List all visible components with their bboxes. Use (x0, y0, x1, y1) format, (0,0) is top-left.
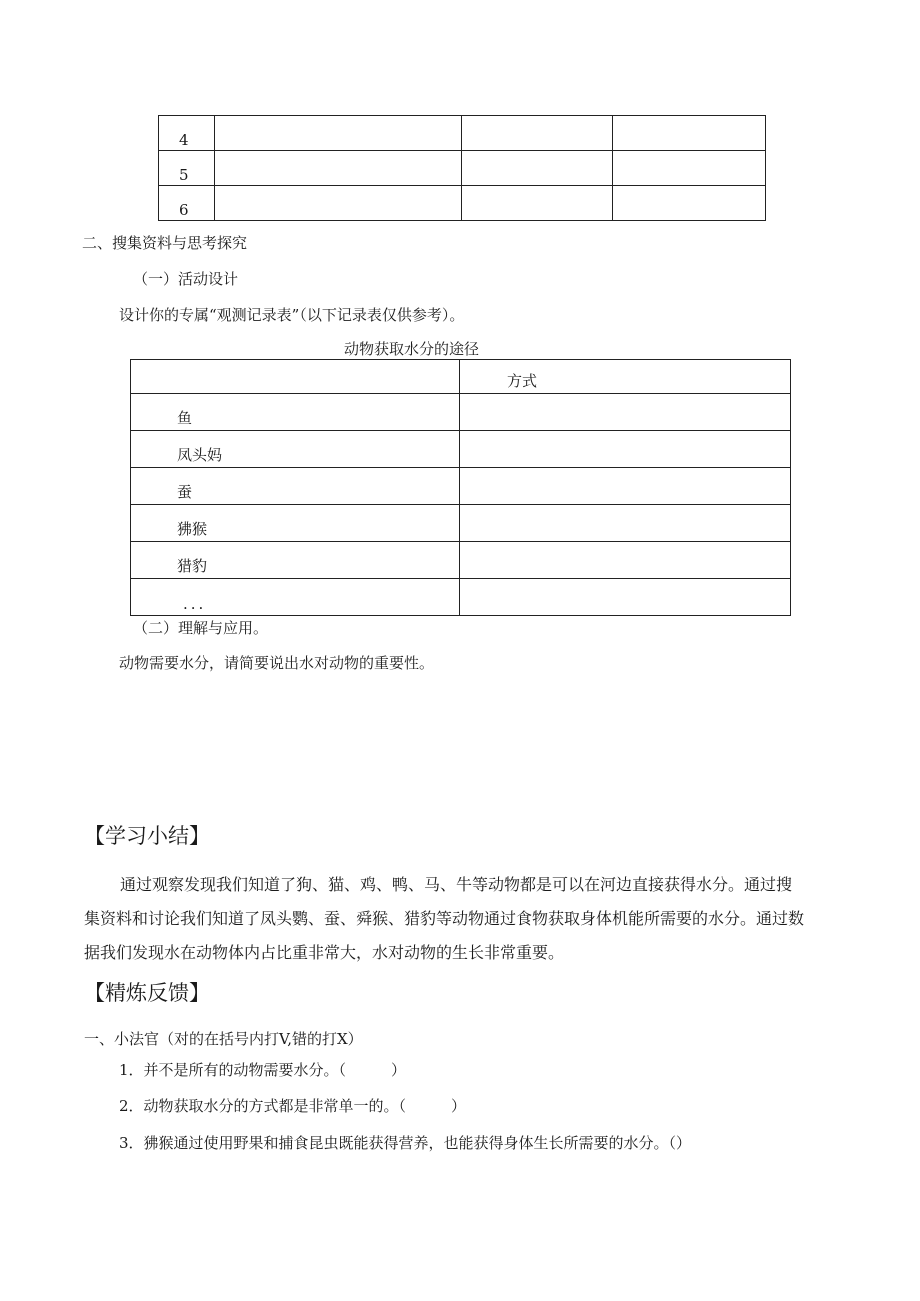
table-row (131, 394, 791, 431)
method-cell (460, 394, 791, 431)
table-row (131, 542, 791, 579)
table-cell (215, 116, 462, 151)
feedback-title: 【精炼反馈】 (84, 981, 210, 1005)
table-cell (462, 116, 613, 151)
table-row (159, 151, 766, 186)
table-row (131, 468, 791, 505)
table-cell (613, 151, 766, 186)
header-cell-animal (131, 360, 460, 394)
activity-heading: （一）活动设计 (133, 270, 239, 288)
apply-question: 动物需要水分，请简要说出水对动物的重要性。 (119, 654, 435, 672)
animal-cell: 猎豹 (131, 542, 460, 579)
method-cell (460, 431, 791, 468)
summary-line: 通过观察发现我们知道了狗、猫、鸡、鸭、马、牛等动物都是可以在河边直接获得水分。通过搜 (120, 875, 793, 894)
instruction-text: 设计你的专属“观测记录表”（以下记录表仅供参考）。 (119, 306, 465, 324)
table-row (159, 186, 766, 221)
observation-table-continued (158, 115, 766, 221)
table-cell (215, 151, 462, 186)
summary-paragraph (84, 868, 844, 970)
method-cell (460, 468, 791, 505)
table-row (159, 116, 766, 151)
question-item: 2．动物获取水分的方式都是非常单一的。（ ） (119, 1097, 467, 1115)
animal-cell: 凤头妈 (131, 431, 460, 468)
table-cell (462, 151, 613, 186)
row-number: 5 (159, 151, 215, 186)
table-row (131, 579, 791, 616)
animal-cell: ... (131, 579, 460, 616)
table-cell (613, 116, 766, 151)
table-row (131, 505, 791, 542)
table-cell (462, 186, 613, 221)
animal-cell: 鱼 (131, 394, 460, 431)
header-cell-method: 方式 (460, 360, 791, 394)
table-row (131, 431, 791, 468)
table-header-row (131, 360, 791, 394)
summary-line: 集资料和讨论我们知道了凤头鹦、蚕、舜猴、猎豹等动物通过食物获取身体机能所需要的水分。通过数 (84, 909, 805, 928)
row-number: 6 (159, 186, 215, 221)
method-cell (460, 505, 791, 542)
animal-water-table (130, 359, 791, 616)
method-cell (460, 542, 791, 579)
part1-heading: 一、小法官（对的在括号内打V,错的打X） (84, 1030, 363, 1048)
row-number: 4 (159, 116, 215, 151)
summary-line: 据我们发现水在动物体内占比重非常大，水对动物的生长非常重要。 (84, 943, 565, 962)
table-cell (613, 186, 766, 221)
question-item: 1．并不是所有的动物需要水分。（ ） (119, 1061, 407, 1079)
section-heading: 二、搜集资料与思考探究 (82, 234, 248, 252)
table-title: 动物获取水分的途径 (344, 340, 480, 358)
table-cell (215, 186, 462, 221)
animal-cell: 狒猴 (131, 505, 460, 542)
method-cell (460, 579, 791, 616)
question-item: 3．狒猴通过使用野果和捕食昆虫既能获得营养，也能获得身体生长所需要的水分。（） (119, 1134, 692, 1152)
summary-title: 【学习小结】 (84, 824, 210, 848)
apply-heading: （二）理解与应用。 (133, 619, 269, 637)
animal-cell: 蚕 (131, 468, 460, 505)
